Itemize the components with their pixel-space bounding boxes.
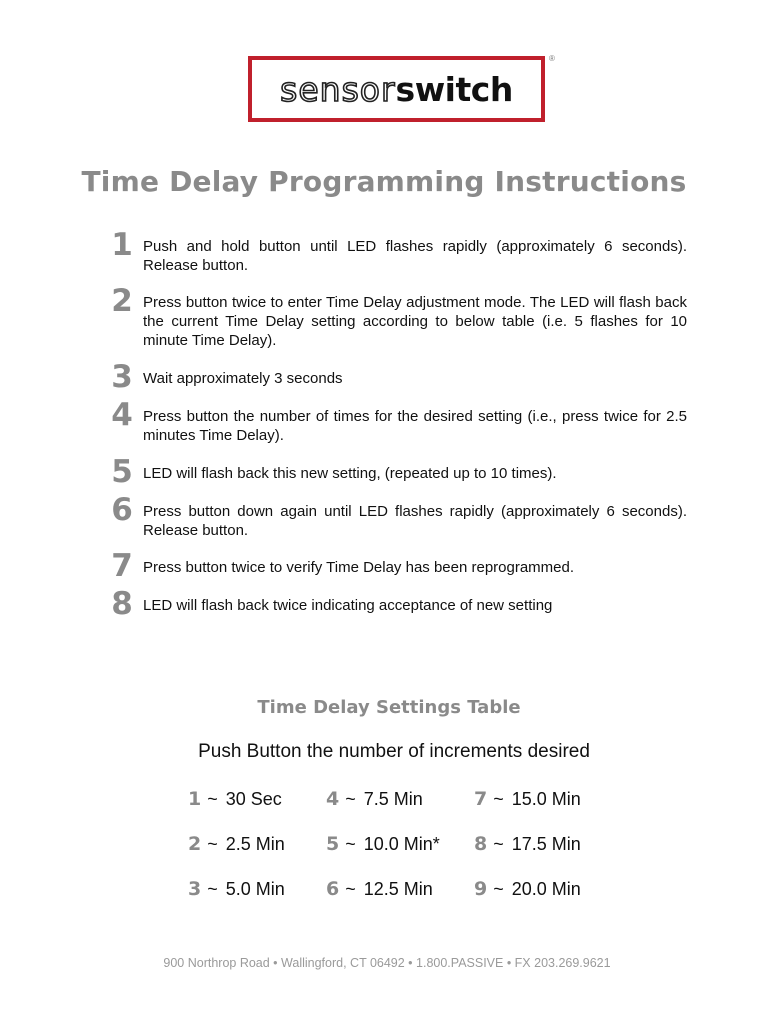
step-number: 1 (111, 227, 133, 263)
setting-separator: ~ (207, 879, 218, 899)
step-number: 8 (111, 586, 133, 622)
settings-table-title: Time Delay Settings Table (257, 697, 521, 718)
setting-value: 2.5 Min (225, 834, 285, 854)
registered-mark: ® (549, 54, 555, 63)
page-title: Time Delay Programming Instructions (81, 165, 687, 198)
step-number: 7 (111, 548, 133, 584)
setting-value: 30 Sec (225, 789, 282, 809)
setting-entry (188, 833, 285, 855)
setting-separator: ~ (493, 879, 504, 899)
setting-number: 4 (326, 788, 340, 810)
setting-number: 2 (188, 833, 202, 855)
setting-number: 6 (326, 878, 340, 900)
setting-separator: ~ (207, 834, 218, 854)
step-number: 6 (111, 492, 133, 528)
step-number: 5 (111, 454, 133, 490)
step-text: Push and hold button until LED flashes rapidly (approximately 6 seconds). Release button. (143, 238, 687, 274)
setting-entry (326, 833, 440, 855)
setting-value: 17.5 Min (511, 834, 581, 854)
settings-table-subtitle: Push Button the number of increments desired (198, 741, 590, 762)
setting-entry (474, 788, 581, 810)
setting-separator: ~ (493, 834, 504, 854)
sensorswitch-logo (248, 56, 545, 122)
step-text: Press button twice to enter Time Delay adjustment mode. The LED will flash back the current Time Delay setting according to below table (i.e. 5 flashes for 10 minute Time Delay). (143, 294, 687, 349)
setting-number: 8 (474, 833, 488, 855)
setting-value: 20.0 Min (511, 879, 581, 899)
setting-entry (326, 788, 423, 810)
setting-separator: ~ (207, 789, 218, 809)
setting-value: 15.0 Min (511, 789, 581, 809)
setting-number: 3 (188, 878, 202, 900)
setting-entry (474, 878, 581, 900)
logo-sensor-text: sensor (280, 69, 396, 109)
setting-entry (474, 833, 581, 855)
setting-number: 1 (188, 788, 202, 810)
setting-value: 10.0 Min* (363, 834, 440, 854)
setting-value: 12.5 Min (363, 879, 433, 899)
setting-separator: ~ (345, 879, 356, 899)
step-number: 2 (111, 283, 133, 319)
step-number: 3 (111, 359, 133, 395)
step-text: Press button down again until LED flashes rapidly (approximately 6 seconds). Release button. (143, 503, 687, 539)
setting-number: 5 (326, 833, 340, 855)
setting-number: 7 (474, 788, 488, 810)
setting-separator: ~ (493, 789, 504, 809)
logo-switch-text: switch (395, 69, 513, 109)
step-text: Press button the number of times for the desired setting (i.e., press twice for 2.5 minutes Time Delay). (143, 408, 687, 444)
step-text: Press button twice to verify Time Delay has been reprogrammed. (143, 559, 575, 576)
logo-wordmark (280, 69, 513, 109)
setting-separator: ~ (345, 834, 356, 854)
step-text: LED will flash back this new setting, (repeated up to 10 times). (143, 465, 557, 482)
setting-value: 7.5 Min (363, 789, 423, 809)
step-text: Wait approximately 3 seconds (143, 370, 343, 387)
setting-entry (188, 788, 282, 810)
footer-address: 900 Northrop Road • Wallingford, CT 06492 • 1.800.PASSIVE • FX 203.269.9621 (163, 956, 611, 970)
step-text: LED will flash back twice indicating acceptance of new setting (143, 597, 553, 614)
setting-number: 9 (474, 878, 488, 900)
setting-separator: ~ (345, 789, 356, 809)
step-number: 4 (111, 397, 133, 433)
setting-value: 5.0 Min (225, 879, 285, 899)
setting-entry (326, 878, 433, 900)
setting-entry (188, 878, 285, 900)
